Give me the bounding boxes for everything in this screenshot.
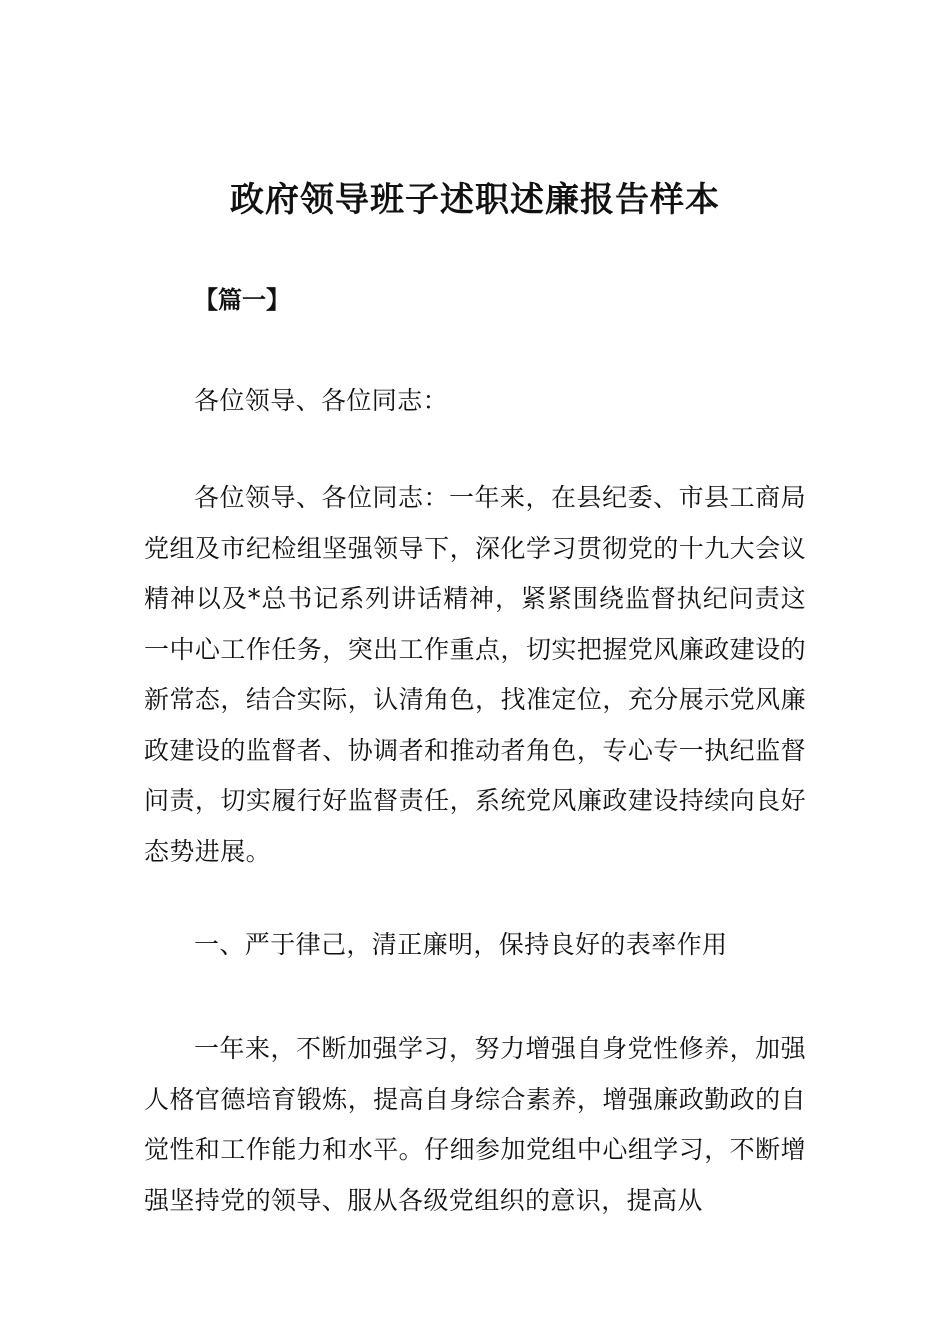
greeting-paragraph: 各位领导、各位同志：	[194, 386, 449, 415]
document-title: 政府领导班子述职述廉报告样本	[230, 180, 720, 220]
section-heading-1: 一、严于律己，清正廉明，保持良好的表率作用	[194, 930, 728, 959]
body-paragraph-1: 一年来，不断加强学习，努力增强自身党性修养，加强人格官德培育锻炼，提高自身综合素养，增强廉政勤政的自觉性和工作能力和水平。仔细参加党组中心组学习，不断增强坚持党的领导、服从各级党组织的意识，提高从	[144, 1034, 806, 1215]
intro-paragraph: 各位领导、各位同志：一年来，在县纪委、市县工商局党组及市纪检组坚强领导下，深化学习贯彻党的十九大会议精神以及*总书记系列讲话精神，紧紧围绕监督执纪问责这一中心工作任务，突出工作重点，切实把握党风廉政建设的新常态，结合实际，认清角色，找准定位，充分展示党风廉政建设的监督者、协调者和推动者角色，专心专一执纪监督问责，切实履行好监督责任，系统党风廉政建设持续向良好态势进展。	[144, 483, 806, 866]
section-label: 【篇一】	[194, 286, 290, 314]
